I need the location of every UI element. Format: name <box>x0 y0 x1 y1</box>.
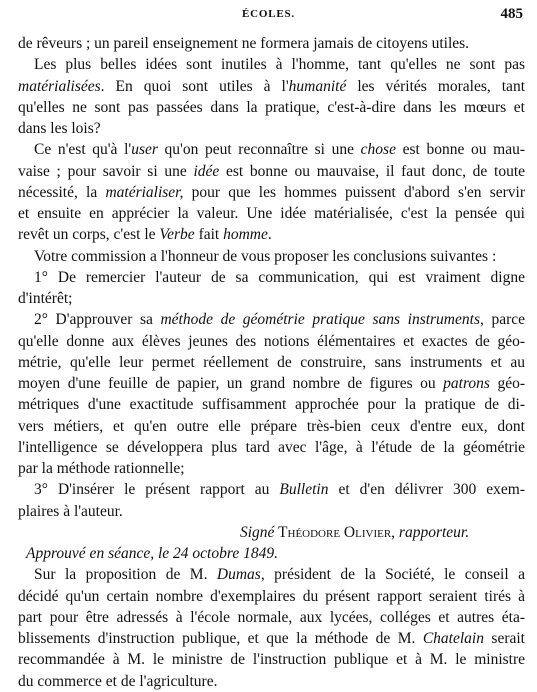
text-run: , <box>391 523 399 541</box>
text-run: . En quoi sont utiles à l' <box>100 77 289 95</box>
text-run: blissements d'instruction publique, et que la méthode de M. <box>18 630 423 647</box>
text-run: qu'elles ne sont pas passées dans la pratique, c'est-à-dire dans les mœurs et <box>18 98 525 116</box>
text-run: Les plus belles idées sont inutiles à l'homme, tant qu'elles ne sont pas <box>34 56 525 74</box>
italic-text: user <box>131 141 158 159</box>
page-header <box>0 6 537 26</box>
text-run: du commerce et de l'agriculture. <box>18 672 218 690</box>
text-run: serait <box>483 630 525 647</box>
small-caps-name: Théodore Olivier <box>274 523 392 541</box>
text-line <box>18 33 525 54</box>
text-run: 3° D'insérer le présent rapport au <box>34 481 280 499</box>
italic-text: Approuvé en séance, le 24 octobre 1849. <box>26 545 278 562</box>
italic-text: Signé <box>240 523 275 541</box>
text-line <box>18 458 525 479</box>
italic-text: matérialisées <box>18 77 101 95</box>
italic-text: Verbe <box>159 226 195 244</box>
text-line <box>18 246 525 267</box>
text-run: dans les lois? <box>18 120 101 137</box>
text-run: décidé qu'un certain nombre d'exemplaires du présent rapport seraient tirés à <box>18 587 525 605</box>
italic-text: rapporteur. <box>398 523 470 541</box>
italic-text: Dumas <box>216 566 261 584</box>
text-line <box>18 97 525 118</box>
text-line <box>18 203 525 224</box>
text-run: les vérités morales, tant <box>346 77 525 95</box>
text-run: , parce <box>479 311 525 329</box>
text-line <box>18 628 525 649</box>
body-text <box>18 33 525 692</box>
text-run: recommandée à M. le ministre de l'instruction publique et à M. le ministre <box>18 651 525 669</box>
text-line <box>18 649 525 670</box>
text-run: l'intelligence se développera plus tard avec l'âge, à l'étude de la géométrie <box>18 438 525 456</box>
text-line <box>18 394 525 415</box>
text-line <box>18 76 525 97</box>
text-run: pour que les hommes puissent d'abord s'en servir <box>183 183 525 201</box>
text-run: 1° De remercier l'auteur de sa communication, qui est vraiment digne <box>34 268 525 286</box>
text-run: revêt un corps, c'est le <box>18 226 160 244</box>
text-run: . <box>267 226 272 244</box>
text-run: et d'en délivrer 300 exem- <box>328 481 525 499</box>
text-line <box>18 564 525 585</box>
text-run: et ensuite en apprécier la valeur. Une idée matérialisée, c'est la pensée qui <box>18 205 525 222</box>
text-run: est bonne ou mauvaise, il faut donc, de toute <box>219 162 525 180</box>
text-line <box>18 288 525 309</box>
text-run: part pour être adressés à l'école normale, aux lycées, colléges et autres éta- <box>18 608 525 626</box>
text-line <box>18 224 525 245</box>
text-run: d'intérêt; <box>18 290 73 307</box>
page-number: 485 <box>500 6 523 22</box>
text-line <box>18 522 525 543</box>
text-line <box>18 607 525 628</box>
text-run: qu'elle donne aux élèves jeunes des notions élémentaires et exactes de géo- <box>18 332 525 350</box>
text-run: est bonne ou mau- <box>395 141 525 159</box>
text-run: métrie, qu'elle leur permet réellement de construire, sans instruments et au <box>18 353 525 371</box>
text-line <box>18 501 525 522</box>
italic-text: Chatelain <box>422 630 484 647</box>
text-run: Ce n'est qu'à l' <box>34 141 132 159</box>
text-line <box>18 267 525 288</box>
text-line <box>18 182 525 203</box>
running-head: ÉCOLES. <box>242 8 295 20</box>
text-run: vaise ; pour savoir si une <box>18 162 194 180</box>
text-run: fait <box>194 226 224 244</box>
text-line <box>18 543 525 564</box>
text-run: Votre commission a l'honneur de vous proposer les conclusions suivantes : <box>34 247 497 265</box>
italic-text: homme <box>223 226 268 244</box>
text-run: , président de la Société, le conseil a <box>260 566 525 584</box>
text-line <box>18 352 525 373</box>
text-run: métriques d'une exactitude suffisamment approchée pour la pratique de di- <box>18 396 525 414</box>
italic-text: patrons <box>443 375 490 392</box>
italic-text: méthode de géométrie pratique sans instruments <box>160 311 480 329</box>
italic-text: idée <box>193 162 220 180</box>
text-run: moyen d'une feuille de papier, un grand nombre de figures ou <box>18 375 444 392</box>
text-line <box>18 416 525 437</box>
text-line <box>18 54 525 75</box>
text-run: vers métiers, et qu'en outre elle prépare très-bien ceux d'entre eux, dont <box>18 417 525 435</box>
text-line <box>18 586 525 607</box>
text-run: par la méthode rationnelle; <box>18 460 185 477</box>
italic-text: matérialiser, <box>105 183 184 201</box>
text-line <box>18 118 525 139</box>
text-run: plaires à l'auteur. <box>18 502 123 520</box>
italic-text: Bulletin <box>279 481 329 499</box>
text-line <box>18 479 525 500</box>
text-run: géo- <box>489 375 525 392</box>
text-line <box>18 139 525 160</box>
text-run: de rêveurs ; un pareil enseignement ne formera jamais de citoyens utiles. <box>18 35 470 52</box>
text-line <box>18 331 525 352</box>
text-line <box>18 161 525 182</box>
text-run: 2° D'approuver sa <box>34 311 161 329</box>
text-run: qu'on peut reconnaître si une <box>157 141 361 159</box>
text-line <box>18 373 525 394</box>
text-line <box>18 437 525 458</box>
italic-text: humanité <box>288 77 347 95</box>
text-run: nécessité, la <box>18 183 106 201</box>
italic-text: chose <box>360 141 396 159</box>
text-line <box>18 671 525 692</box>
text-line <box>18 309 525 330</box>
text-run: Sur la proposition de M. <box>34 566 217 584</box>
